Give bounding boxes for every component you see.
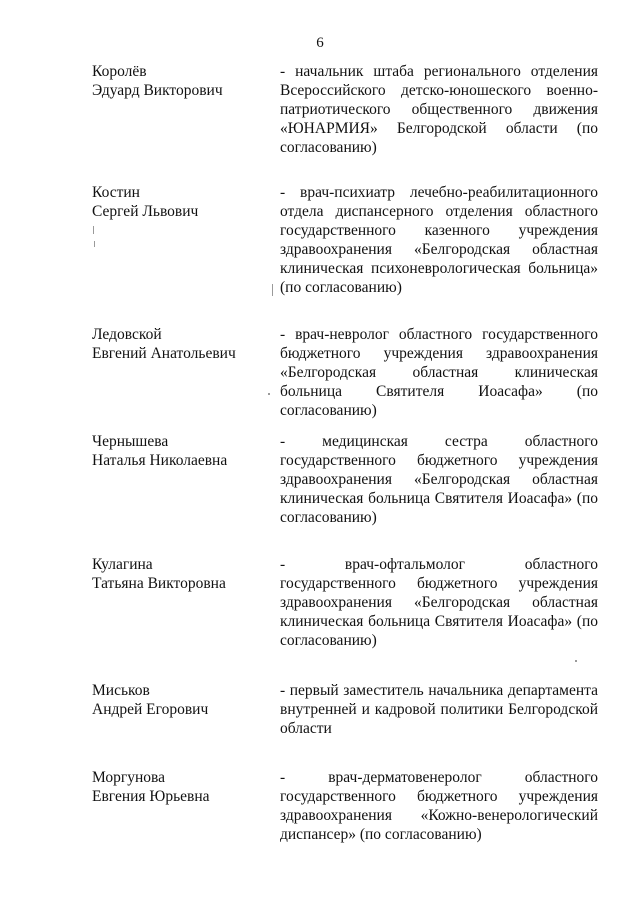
page-number: 6 [316,35,324,51]
member-given-names: Сергей Львович [92,203,199,220]
member-given-names: Андрей Егорович [92,701,209,718]
member-name [92,681,272,719]
member-given-names: Наталья Николаевна [92,452,228,469]
member-given-names: Евгений Анатольевич [92,345,236,362]
member-surname: Кулагина [92,556,153,573]
member-given-names: Татьяна Викторовна [92,575,226,592]
scan-speck [268,393,270,395]
member-given-names: Эдуард Викторович [92,82,223,99]
member-name [92,768,272,806]
scan-speck [93,226,94,234]
member-role: - врач-дерматовенеролог областного государственного бюджетного учреждения здравоохранения «Кожно-венерологический диспансер» (по согласованию) [280,769,598,843]
member-role: - медицинская сестра областного государственного бюджетного учреждения здравоохранения «Белгородская областная клиническая больница Святителя Иоасафа» (по согласованию) [280,433,598,526]
member-given-names: Евгения Юрьевна [92,788,210,805]
scan-speck [575,660,577,662]
member-surname: Костин [92,184,140,201]
member-role: - врач-психиатр лечебно-реабилитационного отдела диспансерного отделения областного государственного казенного учреждения здравоохранения «Белгородская областная клиническая психоневрологическая больница» (по согласованию) [280,184,598,296]
member-role: - первый заместитель начальника департамента внутренней и кадровой политики Белгородской области [280,682,598,737]
member-name [92,325,272,363]
member-role: - врач-невролог областного государственного бюджетного учреждения здравоохранения «Белгородская областная клиническая больница Святителя Иоасафа» (по согласованию) [280,326,598,419]
member-surname: Ледовской [92,326,162,343]
member-surname: Миськов [92,682,150,699]
member-role: - врач-офтальмолог областного государственного бюджетного учреждения здравоохранения «Белгородская областная клиническая больница Святителя Иоасафа» (по согласованию) [280,556,598,649]
member-name [92,62,272,100]
member-surname: Чернышева [92,433,169,450]
member-role: - начальник штаба регионального отделения Всероссийского детско-юношеского военно-патриотического общественного движения «ЮНАРМИЯ» Белгородской области (по согласованию) [280,63,598,156]
scan-speck [272,284,273,296]
member-surname: Королёв [92,63,147,80]
member-name [92,432,272,470]
scan-speck [94,241,95,247]
member-name [92,555,272,593]
member-surname: Моргунова [92,769,166,786]
member-name [92,183,272,221]
